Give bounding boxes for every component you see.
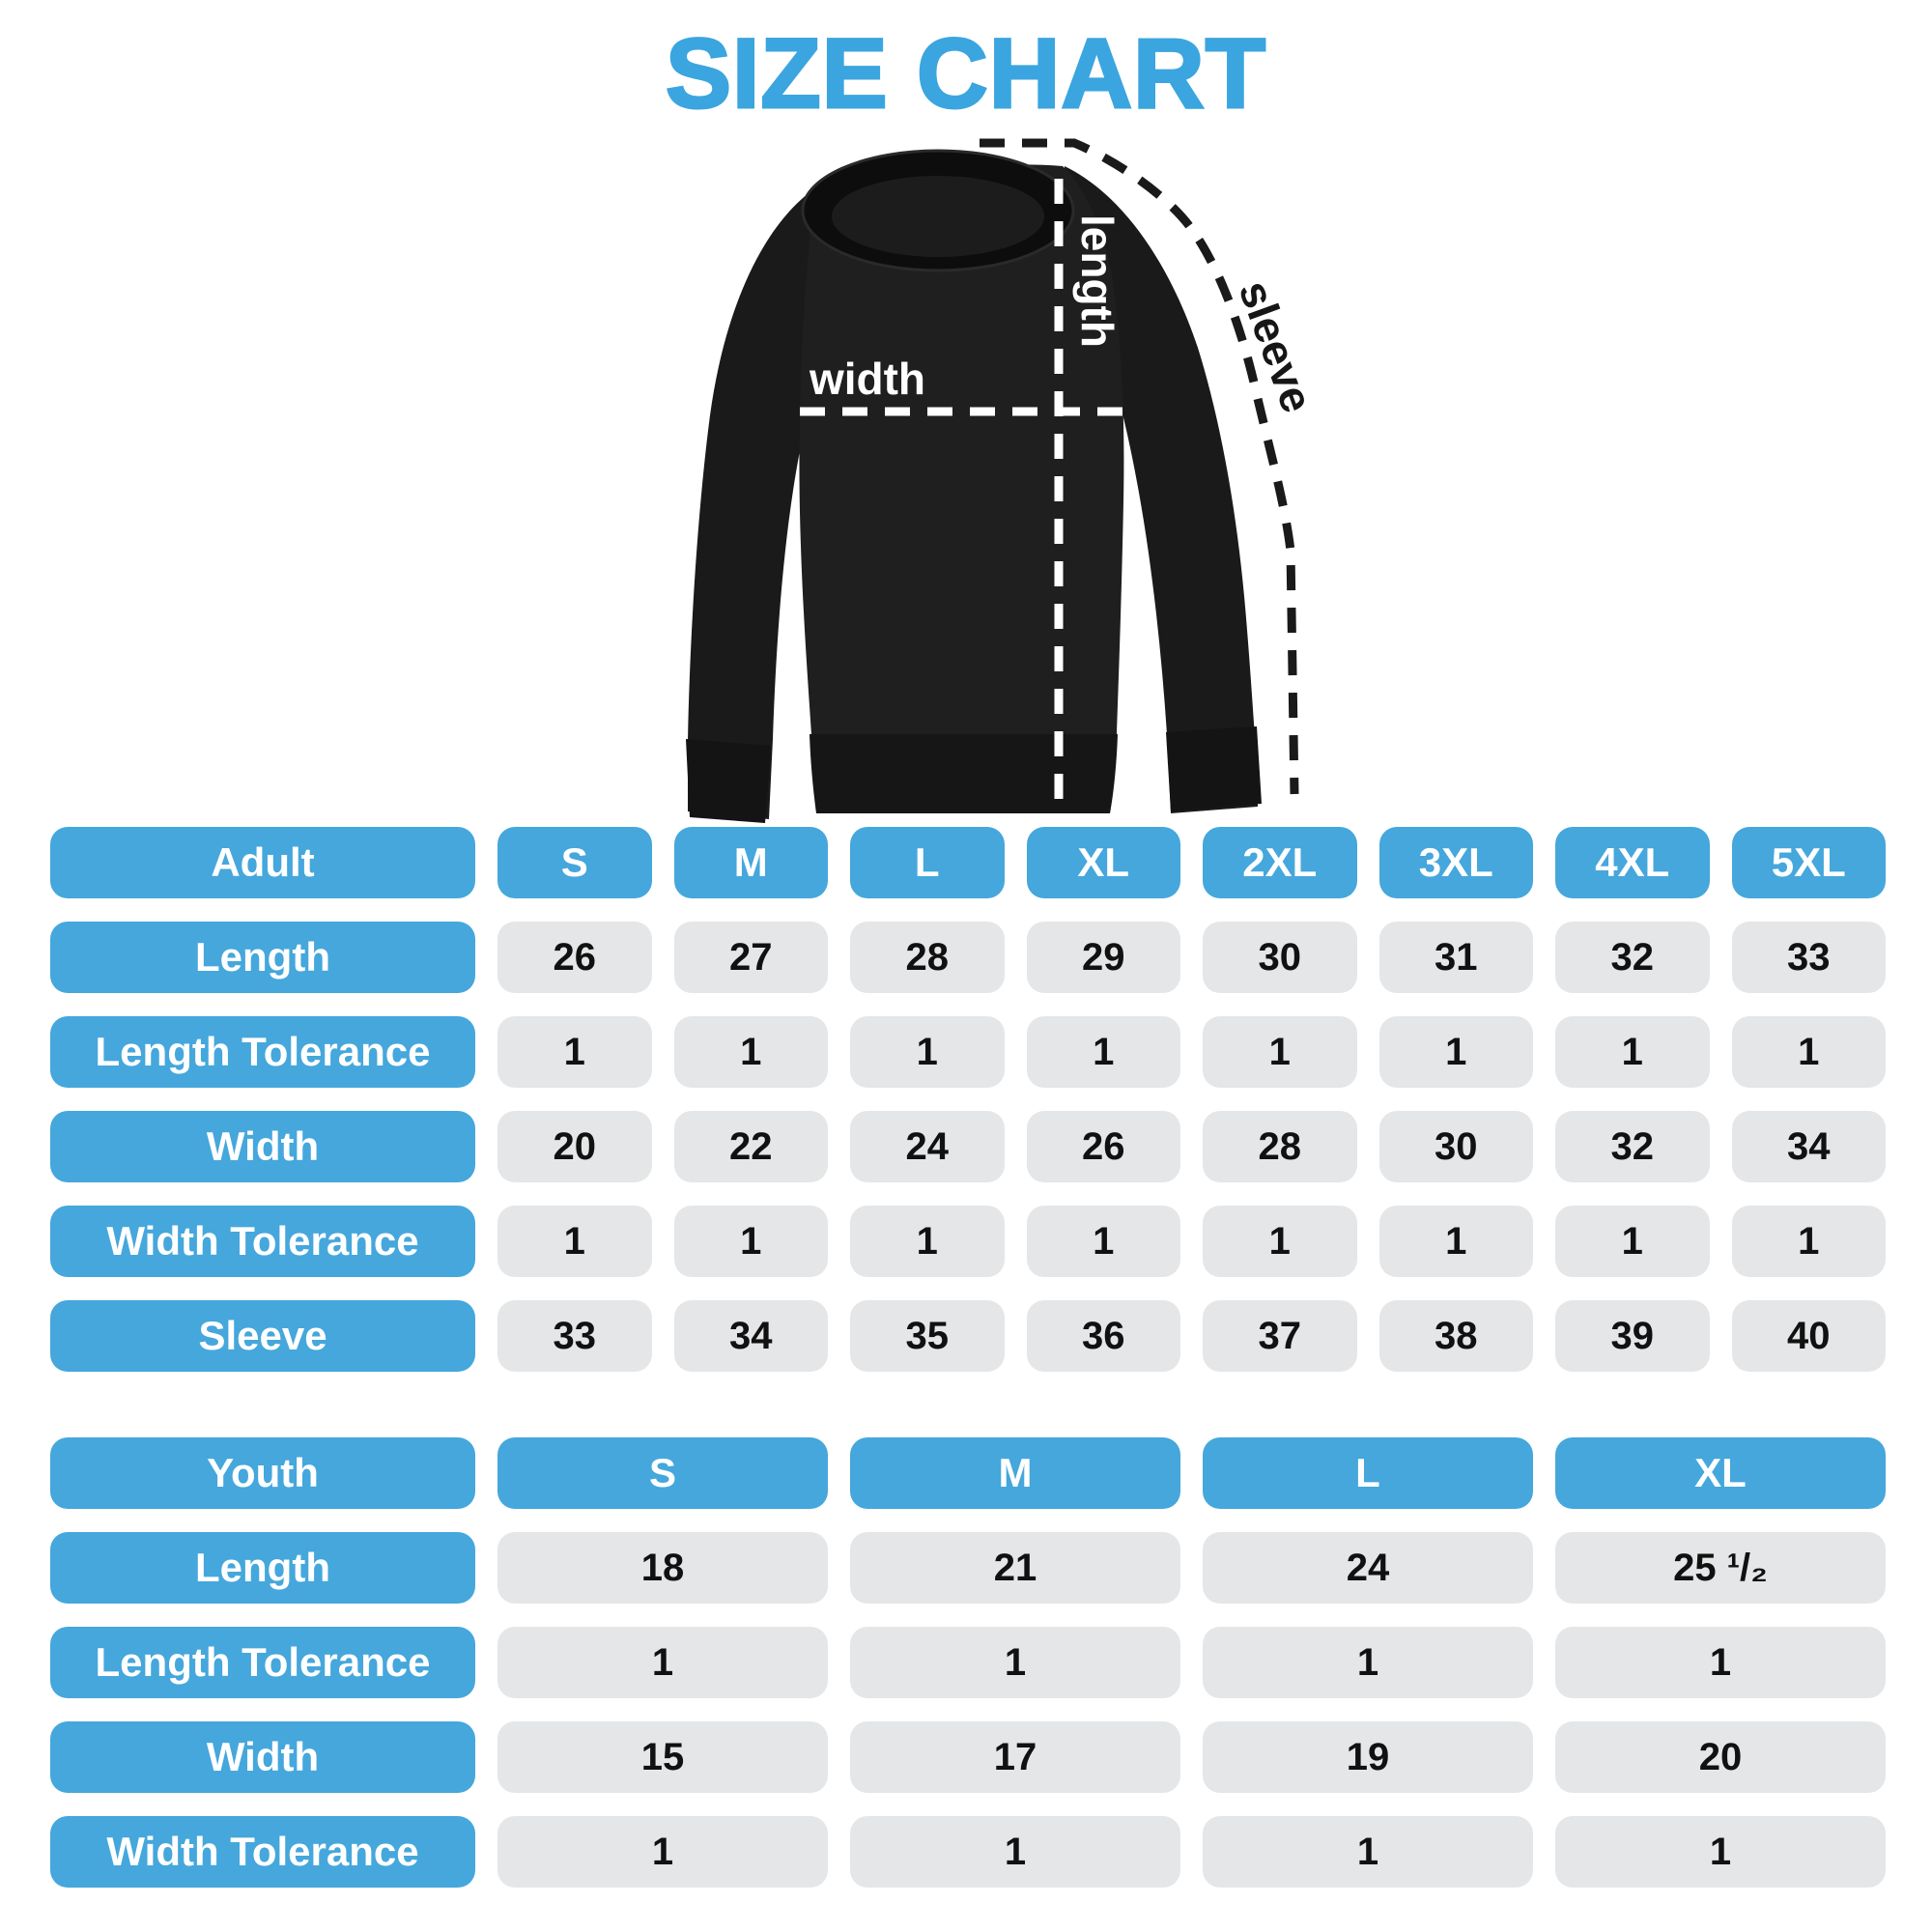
row-label-width-tolerance: Width Tolerance <box>50 1816 475 1888</box>
width-label: width <box>809 354 926 404</box>
size-value-cell: 25 ¹/₂ <box>1555 1532 1886 1604</box>
size-value-cell: 30 <box>1379 1111 1534 1182</box>
column-header-3xl: 3XL <box>1379 827 1534 898</box>
youth-table-title: Youth <box>50 1437 475 1509</box>
size-value-cell: 1 <box>1555 1206 1710 1277</box>
size-value-cell: 32 <box>1555 1111 1710 1182</box>
row-label-length: Length <box>50 922 475 993</box>
youth-size-table <box>50 1437 1886 1888</box>
size-value-cell: 1 <box>497 1016 652 1088</box>
row-label-width: Width <box>50 1111 475 1182</box>
size-value-cell: 1 <box>1203 1206 1357 1277</box>
size-value-cell: 20 <box>497 1111 652 1182</box>
column-header-5xl: 5XL <box>1732 827 1887 898</box>
size-value-cell: 27 <box>674 922 829 993</box>
hem-band <box>810 734 1118 813</box>
size-value-cell: 1 <box>1555 1016 1710 1088</box>
size-value-cell: 1 <box>1379 1206 1534 1277</box>
size-value-cell: 34 <box>674 1300 829 1372</box>
size-value-cell: 1 <box>1732 1206 1887 1277</box>
sweatshirt-diagram <box>580 97 1352 850</box>
size-value-cell: 20 <box>1555 1721 1886 1793</box>
size-value-cell: 33 <box>1732 922 1887 993</box>
size-value-cell: 19 <box>1203 1721 1533 1793</box>
size-value-cell: 39 <box>1555 1300 1710 1372</box>
row-label-length-tolerance: Length Tolerance <box>50 1627 475 1698</box>
column-header-xl: XL <box>1027 827 1181 898</box>
column-header-2xl: 2XL <box>1203 827 1357 898</box>
size-value-cell: 26 <box>1027 1111 1181 1182</box>
size-value-cell: 26 <box>497 922 652 993</box>
youth-column-header-m: M <box>850 1437 1180 1509</box>
size-value-cell: 37 <box>1203 1300 1357 1372</box>
row-label-length-tolerance: Length Tolerance <box>50 1016 475 1088</box>
size-value-cell: 1 <box>1203 1016 1357 1088</box>
column-header-4xl: 4XL <box>1555 827 1710 898</box>
size-value-cell: 24 <box>850 1111 1005 1182</box>
size-value-cell: 18 <box>497 1532 828 1604</box>
size-value-cell: 1 <box>674 1016 829 1088</box>
row-label-width-tolerance: Width Tolerance <box>50 1206 475 1277</box>
size-value-cell: 1 <box>1203 1816 1533 1888</box>
size-value-cell: 22 <box>674 1111 829 1182</box>
size-value-cell: 29 <box>1027 922 1181 993</box>
adult-size-table <box>50 827 1886 1372</box>
size-value-cell: 1 <box>497 1627 828 1698</box>
size-value-cell: 28 <box>850 922 1005 993</box>
youth-column-header-s: S <box>497 1437 828 1509</box>
size-value-cell: 30 <box>1203 922 1357 993</box>
row-label-sleeve: Sleeve <box>50 1300 475 1372</box>
size-value-cell: 17 <box>850 1721 1180 1793</box>
size-value-cell: 1 <box>1555 1627 1886 1698</box>
size-value-cell: 1 <box>1203 1627 1533 1698</box>
size-value-cell: 1 <box>1027 1016 1181 1088</box>
size-value-cell: 1 <box>850 1016 1005 1088</box>
size-value-cell: 21 <box>850 1532 1180 1604</box>
size-value-cell: 1 <box>1555 1816 1886 1888</box>
size-value-cell: 1 <box>1732 1016 1887 1088</box>
size-value-cell: 38 <box>1379 1300 1534 1372</box>
sleeve-label: sleeve <box>1229 273 1323 419</box>
size-value-cell: 1 <box>497 1816 828 1888</box>
size-value-cell: 15 <box>497 1721 828 1793</box>
size-value-cell: 28 <box>1203 1111 1357 1182</box>
size-value-cell: 1 <box>674 1206 829 1277</box>
size-value-cell: 35 <box>850 1300 1005 1372</box>
page-title: SIZE CHART <box>666 18 1266 128</box>
right-cuff <box>1166 726 1262 811</box>
adult-table-title: Adult <box>50 827 475 898</box>
length-label: length <box>1072 214 1122 348</box>
size-value-cell: 36 <box>1027 1300 1181 1372</box>
size-value-cell: 32 <box>1555 922 1710 993</box>
size-value-cell: 1 <box>850 1627 1180 1698</box>
size-value-cell: 33 <box>497 1300 652 1372</box>
column-header-s: S <box>497 827 652 898</box>
row-label-width: Width <box>50 1721 475 1793</box>
size-value-cell: 1 <box>1027 1206 1181 1277</box>
column-header-l: L <box>850 827 1005 898</box>
size-value-cell: 31 <box>1379 922 1534 993</box>
youth-column-header-xl: XL <box>1555 1437 1886 1509</box>
size-value-cell: 1 <box>1379 1016 1534 1088</box>
size-value-cell: 1 <box>850 1206 1005 1277</box>
collar-inner <box>832 176 1044 257</box>
size-value-cell: 34 <box>1732 1111 1887 1182</box>
column-header-m: M <box>674 827 829 898</box>
size-value-cell: 1 <box>497 1206 652 1277</box>
size-value-cell: 40 <box>1732 1300 1887 1372</box>
row-label-length: Length <box>50 1532 475 1604</box>
size-value-cell: 24 <box>1203 1532 1533 1604</box>
youth-column-header-l: L <box>1203 1437 1533 1509</box>
left-cuff <box>686 739 771 823</box>
sweatshirt-image <box>580 97 1352 850</box>
size-value-cell: 1 <box>850 1816 1180 1888</box>
